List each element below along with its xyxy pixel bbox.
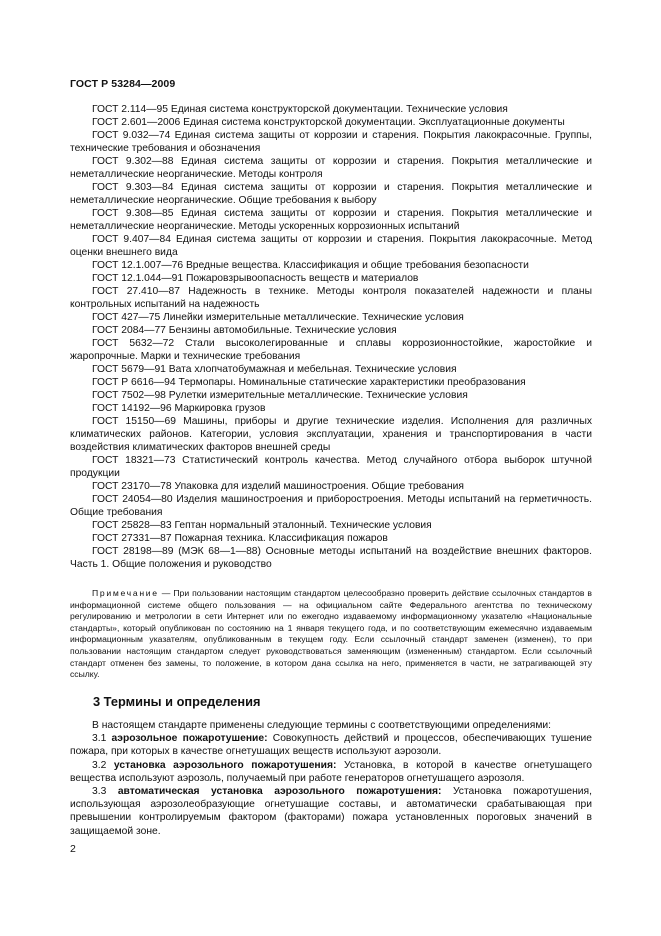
document-header: ГОСТ Р 53284—2009: [70, 78, 176, 90]
definition-text: Установка пожаротушения, использующая аэрозолеобразующие огнетушащие составы, и автоматически срабатывающая при превышении контролируемым фактором (факторами) пожара установленных пороговых значений в защищаемой зоне.: [70, 786, 592, 837]
reference-item: ГОСТ 23170—78 Упаковка для изделий машиностроения. Общие требования: [92, 481, 464, 492]
reference-item: ГОСТ 9.407—84 Единая система защиты от коррозии и старения. Покрытия лакокрасочные. Метод оценки внешнего вида: [70, 234, 592, 258]
definition-text: Совокупность действий и процессов, обеспечивающих тушение пожара, при которых в качестве огнетушащих веществ используют аэрозоли.: [70, 733, 592, 758]
section-title: 3 Термины и определения: [93, 694, 261, 709]
reference-item: ГОСТ 24054—80 Изделия машиностроения и приборостроения. Методы испытаний на герметичность. Общие требования: [70, 494, 592, 518]
reference-item: ГОСТ 25828—83 Гептан нормальный эталонный. Технические условия: [92, 520, 432, 531]
definition-number: 3.1: [92, 733, 112, 745]
reference-item: ГОСТ 9.302—88 Единая система защиты от коррозии и старения. Покрытия металлические и неметаллические неорганические. Методы контроля: [70, 156, 592, 180]
definitions-intro: В настоящем стандарте применены следующие термины с соответствующими определениями:: [92, 720, 552, 731]
reference-item: ГОСТ 427—75 Линейки измерительные металлические. Технические условия: [92, 312, 464, 323]
reference-item: ГОСТ Р 6616—94 Термопары. Номинальные статические характеристики преобразования: [92, 377, 526, 388]
reference-item: ГОСТ 9.032—74 Единая система защиты от коррозии и старения. Покрытия лакокрасочные. Группы, технические требования и обозначения: [70, 130, 592, 154]
definition-number: 3.2: [92, 759, 114, 771]
reference-item: ГОСТ 2084—77 Бензины автомобильные. Технические условия: [92, 325, 397, 336]
definition-term: автоматическая установка аэрозольного пожаротушения:: [117, 786, 442, 798]
reference-item: ГОСТ 2.114—95 Единая система конструкторской документации. Технические условия: [92, 104, 508, 115]
note-text: — При пользовании настоящим стандартом целесообразно проверить действие ссылочных стандартов в информационной системе общего пользования — на официальном сайте Федерального агентства по техническому регулированию и метрологии в сети Интернет или по ежегодно издаваемому информационному указателю «Национальные стандарты», который опубликован по состоянию на 1 января текущего года, и по соответствующим ежемесячно издаваемым информационным указателям, опубликованным в текущем году. Если ссылочный стандарт заменен (изменен), то при пользовании настоящим стандартом следует руководствоваться заменяющим (измененным) стандартом. Если ссылочный стандарт отменен без замены, то положение, в котором дана ссылка на него, применяется в части, не затрагивающей эту ссылку.: [70, 588, 592, 680]
reference-item: ГОСТ 14192—96 Маркировка грузов: [92, 403, 266, 414]
definition-term: установка аэрозольного пожаротушения:: [113, 759, 337, 771]
definition-item: [70, 759, 592, 785]
reference-item: ГОСТ 7502—98 Рулетки измерительные металлические. Технические условия: [92, 390, 468, 401]
references-note: [70, 588, 592, 681]
reference-item: ГОСТ 5632—72 Стали высоколегированные и сплавы коррозионностойкие, жаростойкие и жаропрочные. Марки и технические требования: [70, 338, 592, 362]
reference-item: ГОСТ 15150—69 Машины, приборы и другие технические изделия. Исполнения для различных климатических районов. Категории, условия эксплуатации, хранения и транспортирования в части воздействия климатических факторов внешней среды: [70, 416, 592, 453]
note-paragraph: [70, 588, 592, 681]
reference-item: ГОСТ 27331—87 Пожарная техника. Классификация пожаров: [92, 533, 388, 544]
reference-item: ГОСТ 12.1.044—91 Пожаровзрывоопасность веществ и материалов: [92, 273, 419, 284]
reference-item: ГОСТ 27.410—87 Надежность в технике. Методы контроля показателей надежности и планы контрольных испытаний на надежность: [70, 286, 592, 310]
page-number: 2: [70, 843, 76, 855]
definition-term: аэрозольное пожаротушение:: [111, 733, 268, 745]
reference-item: ГОСТ 5679—91 Вата хлопчатобумажная и мебельная. Технические условия: [92, 364, 457, 375]
note-label: Примечание: [92, 588, 159, 598]
definitions-list: [70, 719, 592, 838]
definition-item: [70, 785, 592, 838]
reference-item: ГОСТ 12.1.007—76 Вредные вещества. Классификация и общие требования безопасности: [92, 260, 529, 271]
definition-item: [70, 732, 592, 758]
reference-item: ГОСТ 28198—89 (МЭК 68—1—88) Основные методы испытаний на воздействие внешних факторов. Часть 1. Общие положения и руководство: [70, 546, 592, 570]
reference-item: ГОСТ 2.601—2006 Единая система конструкторской документации. Эксплуатационные документы: [92, 117, 565, 128]
definition-number: 3.3: [92, 786, 118, 798]
normative-references-list: [70, 103, 592, 571]
reference-item: ГОСТ 9.303—84 Единая система защиты от коррозии и старения. Покрытия металлические и неметаллические неорганические. Общие требования к выбору: [70, 182, 592, 206]
reference-item: ГОСТ 18321—73 Статистический контроль качества. Метод случайного отбора выборок штучной продукции: [70, 455, 592, 479]
reference-item: ГОСТ 9.308—85 Единая система защиты от коррозии и старения. Покрытия металлические и неметаллические неорганические. Методы ускоренных коррозионных испытаний: [70, 208, 592, 232]
definition-text: Установка, в которой в качестве огнетушащего вещества используют аэрозоль, получаемый при работе генераторов огнетушащего аэрозоля.: [70, 759, 592, 784]
